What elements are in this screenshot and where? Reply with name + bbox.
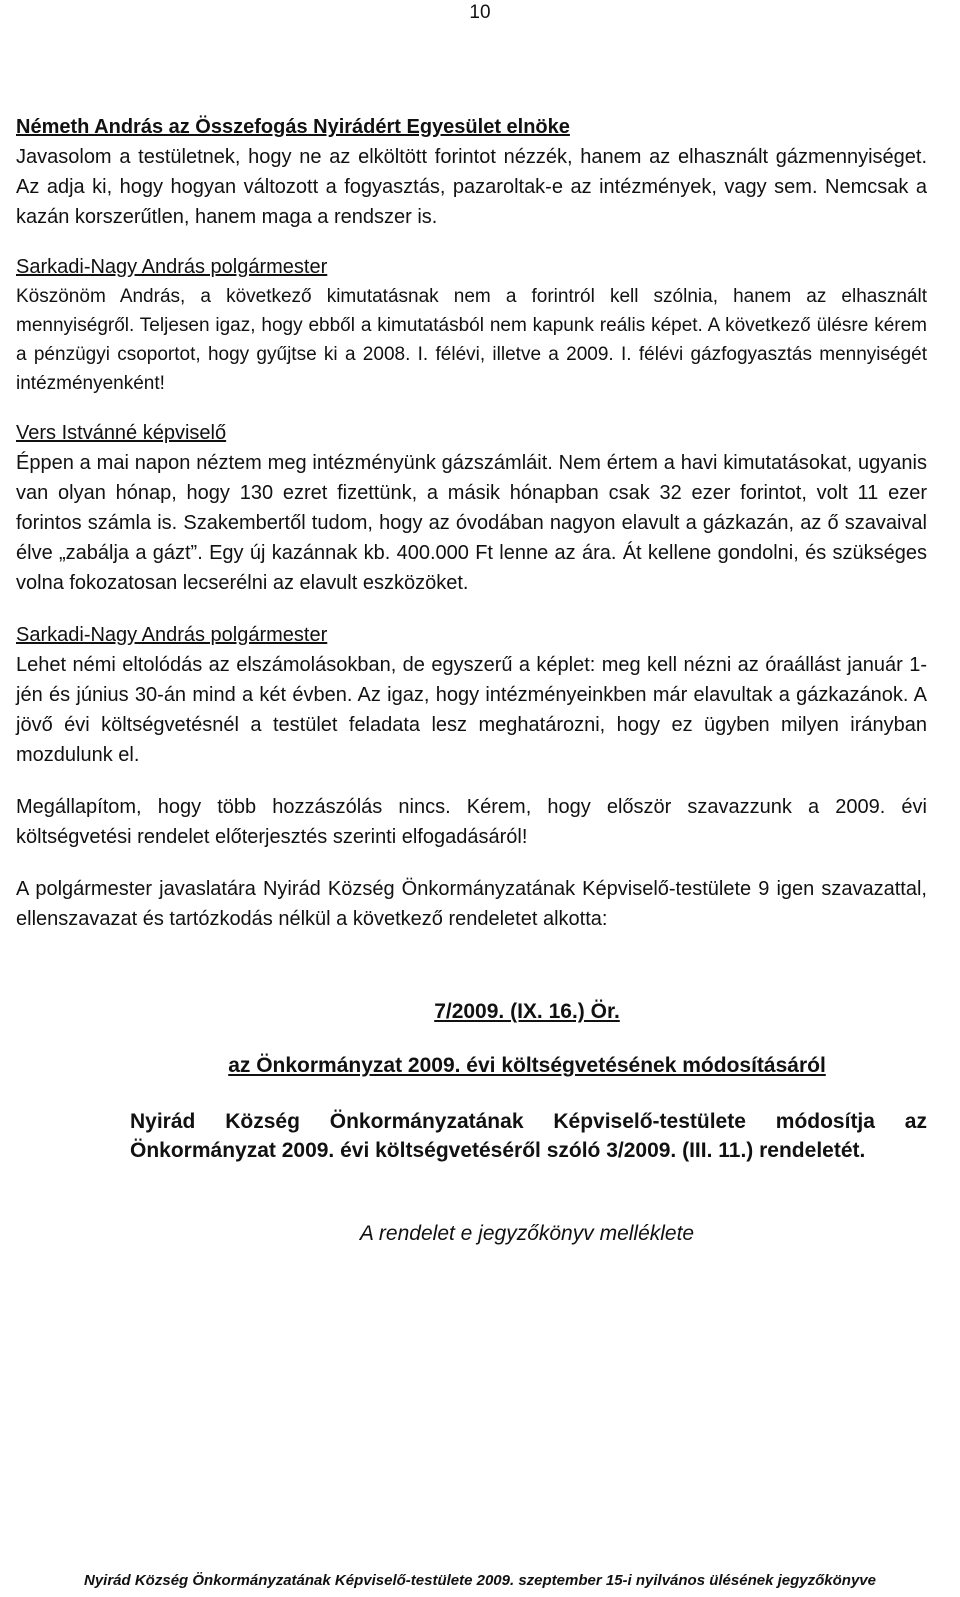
decree-body: Nyirád Község Önkormányzatának Képviselő-testülete módosítja az Önkormányzat 2009. évi költségvetéséről szóló 3/2009. (III. 11.) rendeletét.: [130, 1110, 927, 1162]
speaker-name: Sarkadi-Nagy András polgármester: [16, 256, 328, 278]
speech-block: [16, 620, 927, 770]
speech-block: [16, 418, 927, 598]
decree-number: 7/2009. (IX. 16.) Ör.: [434, 1000, 620, 1023]
speaker-name: Vers Istvánné képviselő: [16, 422, 227, 444]
page-number: 10: [469, 2, 491, 23]
speech-text: Éppen a mai napon néztem meg intézményünk gázszámláit. Nem értem a havi kimutatásokat, ugyanis van olyan hónap, hogy 130 ezret fizettünk, a másik hónapban csak 32 ezer forintot, volt 11 ezer forintos számla is. Szakembertől tudom, hogy az óvodában nagyon elavult a gázkazán, az ő szavaival élve „zabálja a gázt”. Egy új kazánnak kb. 400.000 Ft lenne az ára. Át kellene gondolni, és szükséges volna fokozatosan lecserélni az elavult eszközöket.: [16, 452, 927, 594]
page-footer: Nyirád Község Önkormányzatának Képviselő-testülete 2009. szeptember 15-i nyilvános ülésének jegyzőkönyve: [84, 1572, 876, 1589]
speech-block: [16, 112, 927, 232]
speaker-name: Németh András az Összefogás Nyirádért Egyesület elnöke: [16, 116, 570, 138]
speech-text: Köszönöm András, a következő kimutatásnak nem a forintról kell szólnia, hanem az elhasznált mennyiségről. Teljesen igaz, hogy ebből a kimutatásból nem kapunk reális képet. A következő ülésre kérem a pénzügyi csoportot, hogy gyűjtse ki a 2008. I. félévi, illetve a 2009. I. félévi gázfogyasztás mennyiségét intézményenként!: [16, 286, 927, 394]
speaker-name: Sarkadi-Nagy András polgármester: [16, 624, 328, 646]
closing-paragraph: Megállapítom, hogy több hozzászólás nincs. Kérem, hogy először szavazzunk a 2009. évi költségvetési rendelet előterjesztés szerinti elfogadásáról!: [16, 796, 927, 848]
decree-title: az Önkormányzat 2009. évi költségvetésének módosításáról: [228, 1054, 826, 1077]
annex-note: A rendelet e jegyzőkönyv melléklete: [359, 1222, 695, 1245]
speech-block: [16, 252, 927, 398]
speech-text: Lehet némi eltolódás az elszámolásokban, de egyszerű a képlet: meg kell nézni az óraállást január 1-jén és június 30-án mind a két évben. Az igaz, hogy intézményeinkben már elavultak a gázkazánok. A jövő évi költségvetésnél a testület feladata lesz meghatározni, hogy ez ügyben milyen irányban mozdulunk el.: [16, 654, 927, 766]
speech-text: Javasolom a testületnek, hogy ne az elköltött forintot nézzék, hanem az elhasznált gázmennyiséget. Az adja ki, hogy hogyan változott a fogyasztás, pazaroltak-e az intézmények, vagy sem. Nemcsak a kazán korszerűtlen, hanem maga a rendszer is.: [16, 146, 927, 228]
vote-paragraph: A polgármester javaslatára Nyirád Község Önkormányzatának Képviselő-testülete 9 igen szavazattal, ellenszavazat és tartózkodás nélkül a következő rendeletet alkotta:: [16, 878, 927, 930]
minutes-body: [16, 112, 927, 934]
